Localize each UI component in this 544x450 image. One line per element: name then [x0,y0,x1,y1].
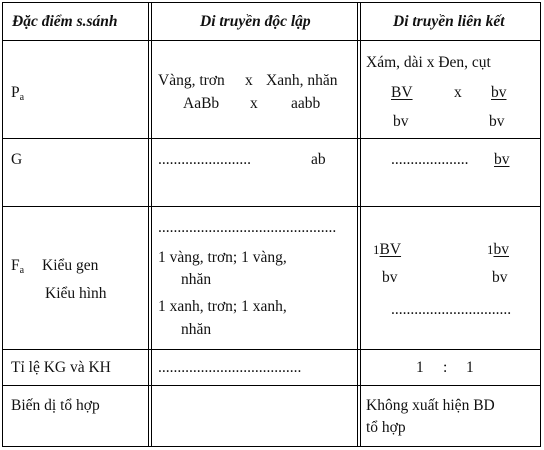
fa-label-phenotype: Kiểu hình [45,285,107,302]
pa-indep-genotype-x: x [250,95,258,112]
header-feature: Đặc điểm s.sánh [12,13,118,30]
header-linked: Di truyền liên kết [393,13,505,30]
row-divider-header [2,40,541,41]
g-linked-dots: .................... [391,151,469,168]
variation-linked-line1: Không xuất hiện BD [366,397,495,414]
pa-indep-genotype-left: AaBb [183,95,220,112]
ratio-indep-dots: ..................................... [158,359,302,376]
row-label-fa [11,258,24,276]
fa-indep-line2: nhăn [181,271,212,288]
fa-linked-coef-left: 1 [373,242,380,257]
pa-linked-genotype-left-bottom: bv [393,113,409,130]
col-divider-1 [148,2,152,446]
variation-linked-line2: tổ hợp [366,419,406,436]
fa-indep-dots: .............................................. [158,219,337,236]
ratio-linked-right: 1 [466,359,474,376]
fa-linked-left-group [373,242,401,258]
row-label-fa-sub: a [19,265,25,276]
g-indep-dots: ........................ [158,151,251,168]
pa-indep-x: x [245,72,253,89]
pa-indep-genotype-right: aabb [291,95,321,112]
fa-indep-line1: 1 vàng, trơn; 1 vàng, [158,249,287,266]
fa-linked-right-group [487,242,509,258]
row-label-ratio: Tỉ lệ KG và KH [11,359,111,376]
row-label-g: G [11,151,23,168]
ratio-linked-left: 1 [416,359,424,376]
row-divider-fa [2,349,541,350]
fa-indep-line3: 1 xanh, trơn; 1 xanh, [158,298,287,315]
fa-linked-genotype-left-bottom: bv [382,269,398,286]
g-indep-value: ab [311,151,326,168]
row-label-variation: Biến dị tổ hợp [11,397,100,414]
row-label-fa-main: F [11,257,20,274]
pa-linked-phenotype: Xám, dài x Đen, cụt [366,54,491,71]
g-linked-value: bv [494,151,510,168]
pa-linked-genotype-left-top: BV [391,84,413,101]
pa-linked-genotype-right-bottom: bv [489,113,505,130]
row-label-pa-main: P [11,84,20,101]
table-border-right [540,2,541,446]
pa-linked-genotype-right-top: bv [491,84,507,101]
header-independent: Di truyền độc lập [200,13,311,30]
col-divider-2 [357,2,361,446]
pa-indep-right: Xanh, nhăn [266,72,338,89]
pa-linked-x: x [454,84,462,101]
row-divider-pa [2,138,541,139]
table-border-bottom [2,446,541,447]
fa-label-genotype: Kiểu gen [42,257,99,274]
table-border-left [2,2,3,446]
row-divider-g [2,206,541,207]
row-label-pa-sub: a [19,92,25,103]
fa-linked-coef-right: 1 [487,242,494,257]
fa-linked-dots: ............................... [391,301,512,318]
row-label-pa [11,85,24,103]
ratio-linked-colon: : [443,359,448,376]
fa-indep-line4: nhăn [181,321,212,338]
fa-linked-genotype-left-top: BV [379,241,402,258]
fa-linked-genotype-right-top: bv [493,241,509,258]
table-border-top [2,2,541,3]
fa-linked-genotype-right-bottom: bv [492,269,508,286]
pa-indep-left: Vàng, trơn [158,72,225,89]
row-divider-ratio [2,385,541,386]
